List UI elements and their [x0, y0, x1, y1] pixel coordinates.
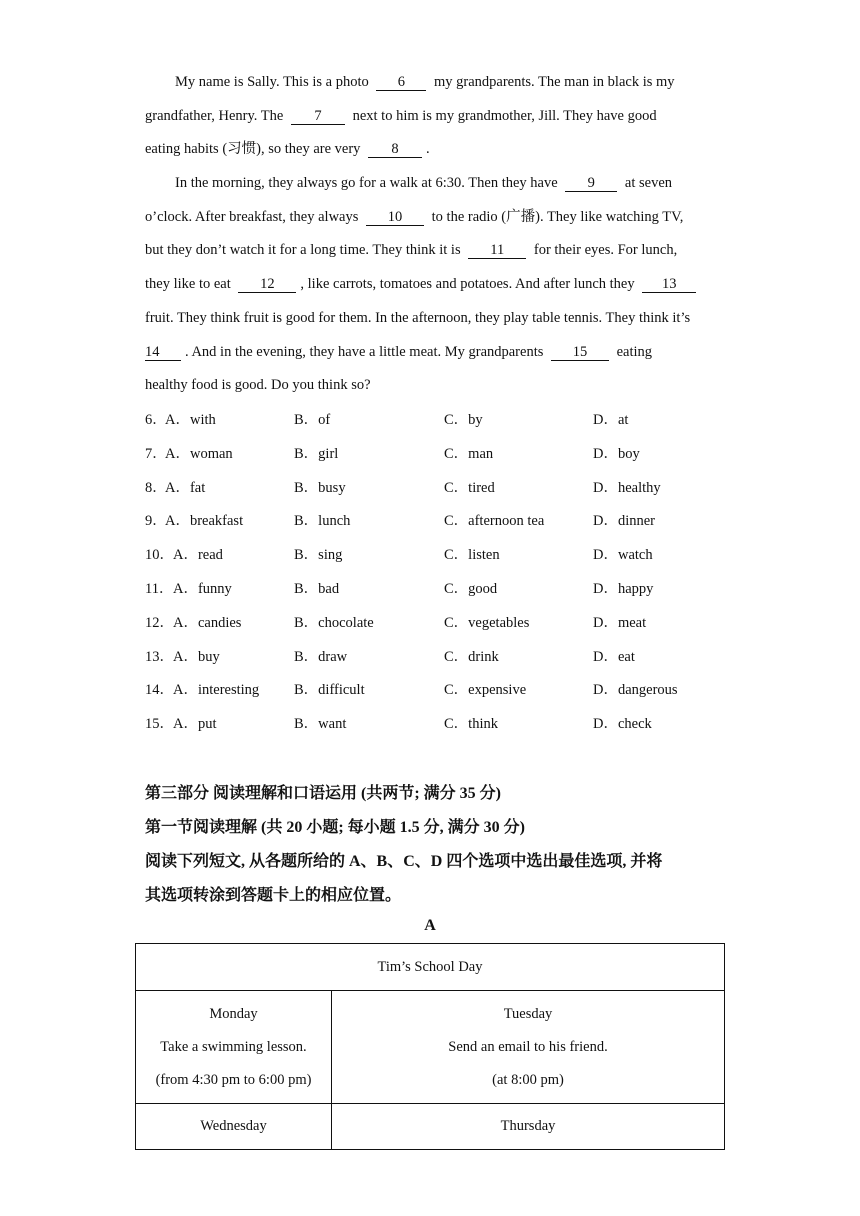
option-d: D．boy [593, 445, 640, 462]
day-label: Tuesday [503, 1005, 553, 1022]
question-row [145, 607, 735, 641]
question-number: 11． [145, 580, 174, 597]
passage-line [145, 100, 720, 134]
option-d: D．watch [593, 547, 653, 564]
option-c: C．afternoon tea [444, 513, 545, 530]
question-row [145, 674, 735, 708]
passage-text: my grandparents. The man in black is my [433, 74, 675, 90]
blank-12: 12 [238, 276, 296, 293]
passage-line [145, 369, 720, 403]
passage-line [145, 167, 720, 201]
question-number: 14． [145, 682, 174, 699]
option-a: A．funny [173, 580, 232, 597]
day-time: (from 4:30 pm to 6:00 pm) [155, 1071, 312, 1088]
passage-text: In the morning, they always go for a walk at 6:30. Then they have [175, 175, 558, 192]
option-a: A．breakfast [165, 513, 244, 530]
option-a: A．interesting [173, 682, 260, 699]
passage-text: . And in the evening, they have a little meat. My grandparents [185, 343, 544, 360]
option-d: D．dangerous [593, 682, 678, 699]
blank-9: 9 [565, 175, 617, 192]
option-c: C．listen [444, 547, 500, 564]
question-row [145, 641, 735, 675]
question-number: 8． [145, 479, 167, 496]
option-a: A．read [173, 547, 223, 564]
option-b: B．draw [294, 648, 348, 665]
question-number: 15． [145, 716, 174, 733]
question-row [145, 708, 735, 742]
passage-text: fruit. They think fruit is good for them. In the afternoon, they play table tennis. They think it’s [145, 309, 691, 326]
option-d: D．check [593, 716, 652, 733]
passage-text: next to him is my grandmother, Jill. They have good [352, 107, 657, 124]
passage-text: for their eyes. For lunch, [533, 242, 678, 259]
passage-line [145, 201, 720, 235]
passage-text: , like carrots, tomatoes and potatoes. And after lunch they [300, 276, 635, 293]
blank-13: 13 [642, 276, 696, 293]
monday-cell [136, 991, 332, 1104]
option-c: C．man [444, 445, 494, 462]
thursday-cell: Thursday [332, 1104, 725, 1150]
passage-line [145, 302, 720, 336]
question-number: 9． [145, 513, 167, 530]
blank-7: 7 [291, 108, 345, 125]
option-b: B．girl [294, 445, 339, 462]
section-heading: 第三部分 阅读理解和口语运用 (共两节; 满分 35 分) [145, 785, 501, 802]
subsection-heading: 第一节阅读理解 (共 20 小题; 每小题 1.5 分, 满分 30 分) [145, 819, 525, 836]
passage-text: grandfather, Henry. The [145, 107, 284, 124]
option-b: B．bad [294, 580, 340, 597]
option-a: A．candies [173, 614, 242, 631]
option-b: B．of [294, 412, 331, 428]
day-time: (at 8:00 pm) [492, 1071, 564, 1088]
passage-text: they like to eat [145, 276, 231, 293]
option-d: D．dinner [593, 513, 656, 530]
option-c: C．expensive [444, 682, 527, 699]
passage-line [145, 234, 720, 268]
question-row [145, 539, 735, 573]
question-row [145, 573, 735, 607]
option-a: A．woman [165, 445, 233, 462]
passage-text: My name is Sally. This is a photo [175, 74, 369, 90]
passage-text: healthy food is good. Do you think so? [145, 377, 371, 394]
cloze-passage [145, 66, 720, 403]
instructions-line: 其选项转涂到答题卡上的相应位置。 [145, 887, 402, 904]
question-row [145, 472, 735, 506]
option-a: A．buy [173, 648, 220, 665]
passage-text: at seven [624, 175, 673, 192]
question-number: 12． [145, 614, 174, 631]
option-c: C．vegetables [444, 614, 530, 631]
schedule-title: Tim’s School Day [136, 944, 725, 991]
blank-14: 14 [145, 344, 181, 361]
passage-text: to the radio (广播). They like watching TV, [431, 208, 684, 225]
option-b: B．sing [294, 547, 343, 564]
passage-label: A [424, 917, 436, 934]
blank-6: 6 [376, 74, 426, 91]
passage-line [145, 336, 720, 370]
option-c: C．tired [444, 479, 495, 496]
blank-10: 10 [366, 209, 424, 226]
day-label: Monday [209, 1005, 258, 1022]
question-number: 7． [145, 445, 167, 462]
instructions-line: 阅读下列短文, 从各题所给的 A、B、C、D 四个选项中选出最佳选项, 并将 [145, 853, 663, 870]
option-a: A．with [165, 412, 216, 428]
passage-text: . [426, 141, 430, 158]
question-number: 6． [145, 412, 167, 428]
option-c: C．by [444, 412, 483, 428]
tuesday-cell [332, 991, 725, 1104]
question-row [145, 505, 735, 539]
passage-text: eating habits (习惯), so they are very [145, 141, 361, 158]
schedule-table [135, 943, 725, 1150]
answer-options [145, 404, 735, 742]
blank-11: 11 [468, 242, 526, 259]
option-b: B．lunch [294, 513, 351, 530]
passage-text: eating [616, 343, 653, 360]
passage-line [145, 268, 720, 302]
option-d: D．healthy [593, 479, 661, 496]
passage-text: o’clock. After breakfast, they always [145, 208, 359, 225]
day-task: Take a swimming lesson. [160, 1038, 307, 1055]
option-d: D．happy [593, 580, 654, 597]
passage-line [145, 133, 720, 167]
blank-8: 8 [368, 141, 422, 158]
option-a: A．fat [165, 479, 206, 496]
option-b: B．want [294, 716, 347, 733]
option-c: C．drink [444, 648, 499, 665]
option-b: B．chocolate [294, 614, 374, 631]
question-row [145, 404, 735, 438]
question-number: 13． [145, 648, 174, 665]
question-row [145, 438, 735, 472]
option-d: D．at [593, 412, 629, 428]
passage-line [145, 66, 720, 100]
option-b: B．busy [294, 479, 346, 496]
option-d: D．meat [593, 614, 647, 631]
option-a: A．put [173, 716, 217, 733]
option-c: C．good [444, 580, 498, 597]
day-task: Send an email to his friend. [448, 1038, 608, 1055]
option-c: C．think [444, 716, 498, 733]
passage-text: but they don’t watch it for a long time. They think it is [145, 242, 461, 259]
blank-15: 15 [551, 344, 609, 361]
question-number: 10． [145, 547, 174, 564]
option-d: D．eat [593, 648, 635, 665]
wednesday-cell: Wednesday [136, 1104, 332, 1150]
option-b: B．difficult [294, 682, 365, 699]
